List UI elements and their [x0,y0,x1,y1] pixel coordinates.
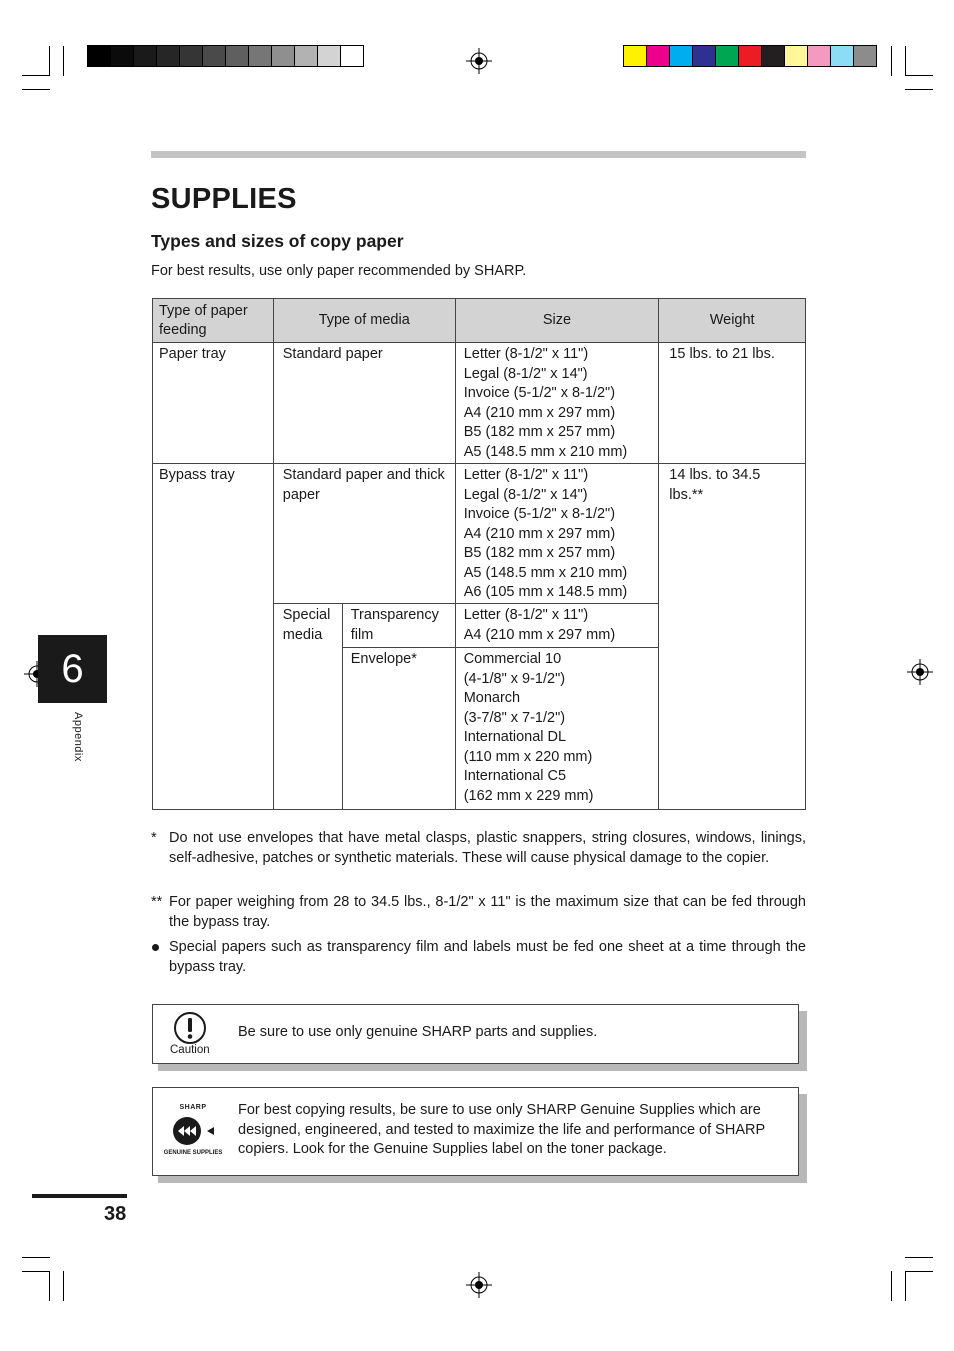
gray-swatch [249,46,272,66]
registration-mark-icon [907,659,933,685]
gray-swatch [111,46,134,66]
gray-swatch [226,46,249,66]
section-title: Types and sizes of copy paper [151,231,404,251]
footnote-mark: ** [151,894,163,910]
header-media: Type of media [273,299,455,343]
table-row [153,343,806,464]
gray-swatch [134,46,157,66]
gray-swatch [318,46,341,66]
transparency-sizes: Letter (8-1/2" x 11") A4 (210 mm x 297 mm) [455,604,659,648]
color-swatch [693,46,716,66]
bypass-tray-weight: 14 lbs. to 34.5 lbs.** [659,464,806,810]
caution-box [152,1004,799,1064]
caution-text: Be sure to use only genuine SHARP parts and supplies. [238,1024,598,1040]
bypass-tray-feeding: Bypass tray [153,464,274,810]
page-title: SUPPLIES [151,183,297,215]
intro-text: For best results, use only paper recommended by SHARP. [151,263,527,279]
gray-swatch [203,46,226,66]
gray-swatch [341,46,363,66]
paper-types-table [152,298,806,810]
color-swatch [785,46,808,66]
bypass-tray-sizes: Letter (8-1/2" x 11") Legal (8-1/2" x 14") Invoice (5-1/2" x 8-1/2") A4 (210 mm x 297 mm) B5 (182 mm x 257 mm) A5 (148.5 mm x 210 mm) A6 (105 mm x 148.5 mm) [455,464,659,604]
header-feeding: Type of paper feeding [153,299,274,343]
footnote-single-asterisk [151,829,806,868]
caution-icon-label: Caution [170,1044,210,1056]
bullet-text: Special papers such as transparency film and labels must be fed one sheet at a time through the bypass tray. [169,939,806,975]
page-number: 38 [104,1203,127,1225]
genuine-supplies-text: For best copying results, be sure to use only SHARP Genuine Supplies which are designed, engineered, and tested to maximize the life and performance of SHARP copiers. Look for the Genuine Supplies label on the toner package. [238,1102,765,1157]
table-row [153,464,806,604]
color-swatch-strip [623,45,877,67]
color-swatch [647,46,670,66]
footnote-text: For paper weighing from 28 to 34.5 lbs., 8-1/2" x 11" is the maximum size that can be fed through the bypass tray. [169,894,806,930]
gray-swatch [88,46,111,66]
header-size: Size [455,299,659,343]
bypass-tray-media: Standard paper and thick paper [273,464,455,604]
footnote-double-asterisk [151,893,806,932]
color-swatch [831,46,854,66]
genuine-supplies-box [152,1087,799,1176]
envelope-sizes: Commercial 10 (4-1/8" x 9-1/2") Monarch (3-7/8" x 7-1/2") International DL (110 mm x 220 mm) International C5 (162 mm x 229 mm) [455,648,659,810]
caution-icon [173,1011,207,1045]
color-swatch [854,46,876,66]
genuine-supplies-caption: GENUINE SUPPLIES [163,1150,223,1156]
grayscale-swatch-strip [87,45,364,67]
chapter-tab: 6 [38,635,107,703]
sharp-logo: SHARP [179,1104,207,1111]
color-swatch [670,46,693,66]
color-swatch [716,46,739,66]
gray-swatch [180,46,203,66]
table-header-row [153,299,806,343]
bullet-icon [152,944,159,951]
genuine-supplies-icon [172,1116,218,1146]
gray-swatch [272,46,295,66]
bullet-note [151,938,806,977]
chapter-label: Appendix [72,712,84,762]
title-rule [151,151,806,158]
paper-tray-feeding: Paper tray [153,343,274,464]
registration-mark-icon [466,1272,492,1298]
paper-tray-weight: 15 lbs. to 21 lbs. [659,343,806,464]
gray-swatch [157,46,180,66]
envelope-media: Envelope* [342,648,455,810]
color-swatch [739,46,762,66]
paper-tray-media: Standard paper [273,343,455,464]
color-swatch [808,46,831,66]
gray-swatch [295,46,318,66]
page-number-rule [32,1194,127,1198]
header-weight: Weight [659,299,806,343]
paper-tray-sizes: Letter (8-1/2" x 11") Legal (8-1/2" x 14") Invoice (5-1/2" x 8-1/2") A4 (210 mm x 297 mm) B5 (182 mm x 257 mm) A5 (148.5 mm x 210 mm) [455,343,659,464]
special-media-label: Special media [273,604,342,810]
color-swatch [762,46,785,66]
footnote-mark: * [151,830,157,846]
transparency-media: Transparency film [342,604,455,648]
registration-mark-icon [466,48,492,74]
color-swatch [624,46,647,66]
footnote-text: Do not use envelopes that have metal clasps, plastic snappers, string closures, windows, linings, self-adhesive, patches or synthetic materials. These will cause physical damage to the copier. [169,830,806,866]
